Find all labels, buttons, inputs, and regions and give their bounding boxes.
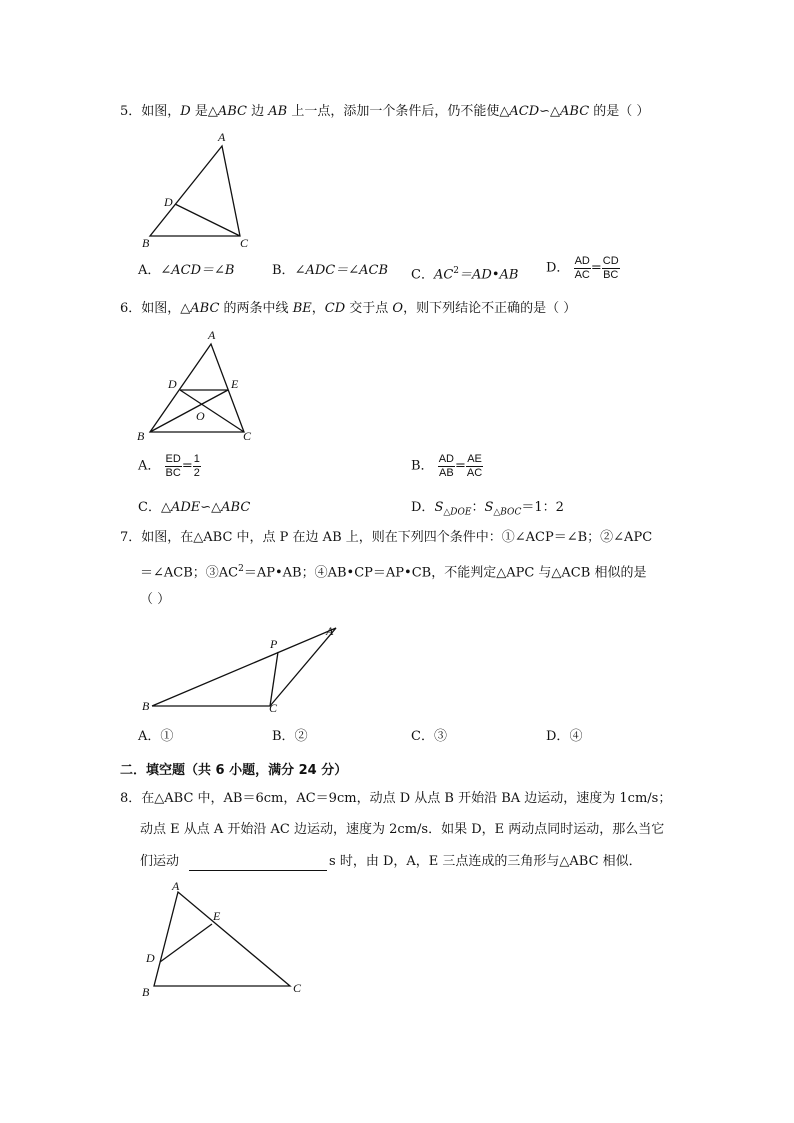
q6-label-c: C [243, 429, 252, 443]
q8-figure [140, 880, 315, 1000]
q5-option-c-text: AC [433, 267, 454, 283]
q5-option-b-tag: B． [272, 263, 295, 278]
q5-option-d-frac2 [602, 255, 620, 282]
q6-option-a-tag: A． [138, 458, 161, 474]
q7-triangle-abc-shape [152, 628, 336, 706]
q6-option-d-ratio: ＝1：2 [521, 500, 564, 515]
q5-segment-cd [175, 204, 240, 236]
q5-option-d-tag: D． [546, 260, 570, 276]
q5-label-d: D [164, 195, 173, 209]
q5-triangle-name: ABC [217, 104, 247, 119]
q8-label-b: B [142, 985, 150, 999]
q6-option-b-eq: = [454, 458, 466, 474]
q6-option-c-text: △ADE∽△ABC [160, 500, 251, 515]
q7-line2-sup: 2 [238, 564, 244, 574]
q5-option-d-eq: = [590, 260, 602, 276]
q6-b-frac1-num: AD [438, 453, 454, 465]
q6-figure [136, 328, 266, 448]
q7-label-a: A [326, 624, 334, 638]
q8-label-c: C [293, 981, 302, 995]
q6-option-d-sub1: △DOE [443, 507, 472, 518]
q6-option-b-frac2 [466, 453, 483, 480]
q6-stem-text: ， [311, 301, 325, 316]
q7-option-d [546, 728, 582, 746]
q6-a-frac1-den: BC [165, 467, 181, 479]
q7-option-b [272, 728, 308, 746]
q5-label-c: C [240, 236, 249, 250]
q8-label-a: A [172, 879, 180, 893]
q5-option-a [138, 262, 235, 280]
section-fill-in-title: 二．填空题（共 6 小题，满分 24 分） [120, 763, 348, 778]
q6-option-d-colon: ： [471, 500, 485, 515]
q5-label-b: B [142, 236, 150, 250]
q5-option-b [272, 262, 388, 280]
q7-label-b: B [142, 699, 150, 713]
q7-stem-line3: （ ） [140, 592, 171, 607]
q6-option-d-tag: D． [411, 500, 435, 515]
q8-answer-blank[interactable] [189, 856, 327, 871]
q5-stem-text: 上一点，添加一个条件后，仍不能使△ [287, 104, 510, 119]
q7-option-a-text: ① [160, 729, 174, 744]
q7-option-c-tag: C． [411, 729, 434, 744]
q5-option-d-frac1 [574, 255, 591, 282]
q6-option-c-tag: C． [138, 500, 161, 515]
q6-option-d-sub2: △BOC [493, 507, 522, 518]
q7-label-p: P [270, 637, 278, 651]
q6-label-o: O [196, 409, 205, 423]
q7-stem-line1: 7．如图，在△ABC 中，点 P 在边 AB 上，则在下列四个条件中：①∠ACP＝∠B；②∠APC [120, 530, 653, 545]
q6-option-a [138, 453, 201, 480]
q6-point-o: O [392, 301, 404, 316]
q5-frac2-num: CD [602, 255, 619, 267]
q6-stem-text: ，则下列结论不正确的是（ ） [403, 301, 577, 316]
q8-triangle-abc-shape [154, 892, 290, 986]
q8-stem-line1: 8．在△ABC 中，AB＝6cm，AC＝9cm，动点 D 从点 B 开始沿 BA 边运动，速度为 1cm/s； [120, 791, 672, 806]
q5-stem-text: 5．如图， [120, 104, 181, 119]
q5-option-a-text: ∠ACD＝∠B [160, 263, 235, 278]
q6-option-d [411, 499, 564, 522]
q5-stem-text: 的是（ ） [589, 104, 650, 119]
q5-frac1-num: AD [574, 255, 590, 267]
q6-label-a: A [208, 328, 216, 342]
q5-segment-ab: AB [268, 104, 288, 119]
q6-a-frac2-den: 2 [193, 467, 200, 479]
q5-triangle-abc: ABC [560, 104, 590, 119]
q5-stem [120, 103, 649, 121]
q5-option-c [411, 262, 518, 284]
q7-option-a-tag: A． [138, 729, 161, 744]
q6-stem-text: 的两条中线 [219, 301, 293, 316]
q8-stem-line3 [140, 853, 642, 871]
q5-frac2-den: BC [603, 269, 619, 281]
q6-option-d-s2: S [484, 500, 494, 515]
q7-option-c [411, 728, 447, 746]
q8-line3-text: 们运动 [140, 854, 180, 869]
q7-label-c: C [269, 701, 278, 715]
q8-line3-text-post: s 时，由 D，A，E 三点连成的三角形与△ABC 相似． [329, 854, 642, 869]
q6-label-e: E [231, 377, 239, 391]
q6-median-be: BE [292, 301, 312, 316]
q5-triangle-abc-shape [150, 146, 240, 236]
q5-frac1-den: AC [574, 269, 590, 281]
q6-option-b [411, 453, 483, 480]
q6-median-cd: CD [324, 301, 346, 316]
q7-option-d-text: ④ [569, 729, 583, 744]
q6-option-a-eq: = [181, 458, 193, 474]
q6-triangle-name: ABC [190, 301, 220, 316]
q7-stem-line2 [140, 560, 646, 582]
q5-label-a: A [218, 130, 226, 144]
q7-option-b-text: ② [294, 729, 308, 744]
q6-option-a-frac1 [165, 453, 182, 480]
q5-option-c-tag: C． [411, 267, 434, 283]
q7-line2-text: ＝∠ACB；③AC [140, 565, 239, 581]
q6-option-d-s1: S [434, 500, 444, 515]
q6-option-a-frac2 [193, 453, 201, 480]
q8-label-d: D [146, 951, 155, 965]
q6-option-c [138, 499, 250, 517]
q6-label-b: B [137, 429, 145, 443]
q7-option-a [138, 728, 173, 746]
q6-stem-text: 交于点 [345, 301, 393, 316]
q6-label-d: D [168, 377, 177, 391]
q7-option-d-tag: D． [546, 729, 570, 744]
q6-b-frac1-den: AB [439, 467, 454, 479]
q6-stem [120, 300, 576, 318]
q6-a-frac2-num: 1 [193, 453, 200, 465]
q8-stem-line2: 动点 E 从点 A 开始沿 AC 边运动，速度为 2cm/s．如果 D，E 两动点同时运动，那么当它 [140, 822, 665, 837]
q7-figure [140, 620, 350, 720]
q6-b-frac2-num: AE [467, 453, 482, 465]
q7-option-b-tag: B． [272, 729, 295, 744]
q5-stem-text: 边 [247, 104, 269, 119]
q5-option-b-text: ∠ADC＝∠ACB [294, 263, 388, 278]
q7-option-c-text: ③ [433, 729, 447, 744]
q6-b-frac2-den: AC [466, 467, 483, 479]
q5-point-d: D [180, 104, 191, 119]
q5-stem-text: ∽△ [539, 104, 561, 119]
q5-triangle-acd: ACD [509, 104, 540, 119]
q6-option-b-frac1 [438, 453, 455, 480]
q5-option-c-text-post: ＝AD•AB [459, 267, 519, 283]
q6-option-b-tag: B． [411, 458, 434, 474]
q5-option-d [546, 255, 620, 282]
q5-figure [140, 130, 260, 255]
q6-stem-text: 6．如图，△ [120, 301, 191, 316]
q8-label-e: E [213, 909, 221, 923]
q6-a-frac1-num: ED [165, 453, 181, 465]
q5-stem-text: 是△ [190, 104, 218, 119]
q5-option-a-tag: A． [138, 263, 161, 278]
q7-line2-text-post: ＝AP•AB；④AB•CP＝AP•CB，不能判定△APC 与△ACB 相似的是 [243, 565, 647, 581]
q5-option-c-sup: 2 [453, 266, 460, 276]
